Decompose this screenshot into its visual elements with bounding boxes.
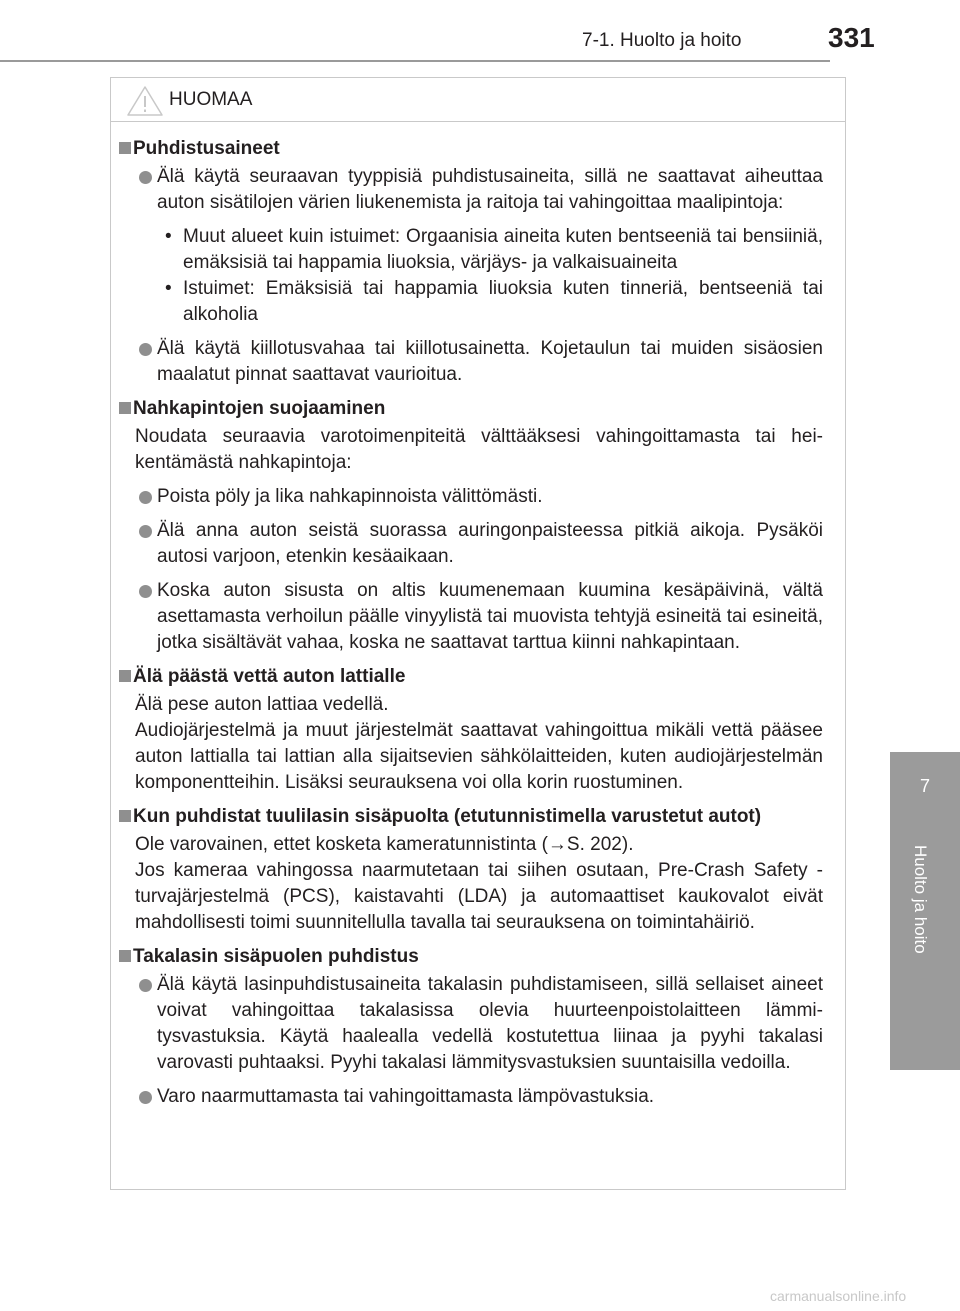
list-item: Älä anna auton seistä suorassa auringonpaisteessa pitkiä aikoja. Pysäköi autosi varjoon, etenkin kesäaikaan. — [115, 518, 845, 570]
dot-bullet-icon: • — [165, 226, 172, 247]
watermark: carmanualsonline.info — [770, 1288, 907, 1304]
page-number: 331 — [828, 22, 875, 53]
chapter-label: Huolto ja hoito — [911, 845, 930, 954]
square-bullet-icon — [119, 142, 131, 154]
square-bullet-icon — [119, 950, 131, 962]
round-bullet-icon — [139, 343, 152, 356]
round-bullet-icon — [139, 171, 152, 184]
caution-box — [110, 77, 846, 1190]
list-item: Älä käytä seuraavan tyyppisiä puhdistusaineita, sillä ne saattavat aiheuttaa auton sisätilojen värien liukenemista ja raitoja tai vahingoittaa maalipintoja: — [115, 164, 845, 216]
list-item: Älä käytä kiillotusvahaa tai kiillotusainetta. Kojetaulun tai muiden sisäosien maalatut pinnat saattavat vaurioitua. — [115, 336, 845, 388]
list-item: Koska auton sisusta on altis kuumenemaan kuumina kesäpäivinä, vältä asettamasta verhoilun päälle vinyylistä tai muovista tehtyjä esineitä tai esineitä, jotka sisältävät vahaa, koska ne saattavat tarttua kiinni nahkapintaan. — [115, 578, 845, 656]
square-bullet-icon — [119, 810, 131, 822]
header-rule — [0, 60, 830, 62]
square-bullet-icon — [119, 670, 131, 682]
list-item: Älä käytä lasinpuhdistusaineita takalasin puhdistamiseen, sillä sellaiset aineet voivat vahingoittaa takalasissa olevia huurteenpoistolaitteen lämmitysvastuksia. Käytä haalealla vedellä kostutettua liinaa ja pyyhi takalasi varovasti puhtaaksi. Pyyhi takalasi lämmitysvastuksien suuntaisilla vedoilla. — [115, 972, 845, 1076]
section-heading: Takalasin sisäpuolen puhdistus — [115, 944, 845, 970]
square-bullet-icon — [119, 402, 131, 414]
section-heading: Kun puhdistat tuulilasin sisäpuolta (etutunnistimella varustetut autot) — [115, 804, 845, 830]
round-bullet-icon — [139, 525, 152, 538]
section-rear-window-cleaning — [111, 944, 845, 1110]
section-heading: Nahkapintojen suojaaminen — [115, 396, 845, 422]
sub-list-item: • Istuimet: Emäksisiä tai happamia liuoksia kuten tinneriä, bentseeniä tai alkoholia — [165, 278, 823, 325]
chapter-number: 7 — [919, 776, 930, 796]
round-bullet-icon — [139, 585, 152, 598]
dot-bullet-icon: • — [165, 278, 172, 299]
caution-title: HUOMAA — [169, 89, 253, 110]
section-floor-water — [111, 664, 845, 796]
list-item: Varo naarmuttamasta tai vahingoittamasta lämpövastuksia. — [115, 1084, 845, 1110]
caution-body — [111, 136, 845, 1118]
caution-header — [111, 78, 845, 122]
sub-list-item: • Muut alueet kuin istuimet: Orgaanisia aineita kuten bentseeniä tai bensiiniä, emäksisiä tai happamia liuoksia, värjäys- ja valkaisuaineita — [165, 226, 823, 273]
section-heading: Älä päästä vettä auton lattialle — [115, 664, 845, 690]
round-bullet-icon — [139, 979, 152, 992]
section-heading: Puhdistusaineet — [115, 136, 845, 162]
paragraph: Ole varovainen, ettet kosketa kameratunnistinta (→S. 202). Jos kameraa vahingossa naarmutetaan tai siihen osutaan, Pre-Crash Safety -turvajärjestelmä (PCS), kaistavahti (LDA) ja automaattiset kaukovalot eivät mahdollisesti toimi suunnitellulla tavalla tai seurauksena on toimintahäiriö. — [135, 834, 823, 933]
list-item: Poista pöly ja lika nahkapinnoista välittömästi. — [115, 484, 845, 510]
section-title: 7-1. Huolto ja hoito — [582, 30, 742, 51]
warning-triangle-icon — [126, 85, 164, 117]
round-bullet-icon — [139, 491, 152, 504]
section-leather-protection — [111, 396, 845, 656]
paragraph: Noudata seuraavia varotoimenpiteitä välttääksesi vahingoittamasta tai heikentämästä nahkapintoja: — [135, 426, 823, 473]
round-bullet-icon — [139, 1091, 152, 1104]
paragraph: Älä pese auton lattiaa vedellä. Audiojärjestelmä ja muut järjestelmät saattavat vahingoittua mikäli vettä pääsee auton lattialla tai lattian alla sijaitsevien sähkölaitteiden, kuten audiojärjestelmän komponentteihin. Lisäksi seurauksena voi olla korin ruostuminen. — [135, 694, 823, 793]
section-windshield-cleaning — [111, 804, 845, 936]
section-cleaning-agents — [111, 136, 845, 388]
